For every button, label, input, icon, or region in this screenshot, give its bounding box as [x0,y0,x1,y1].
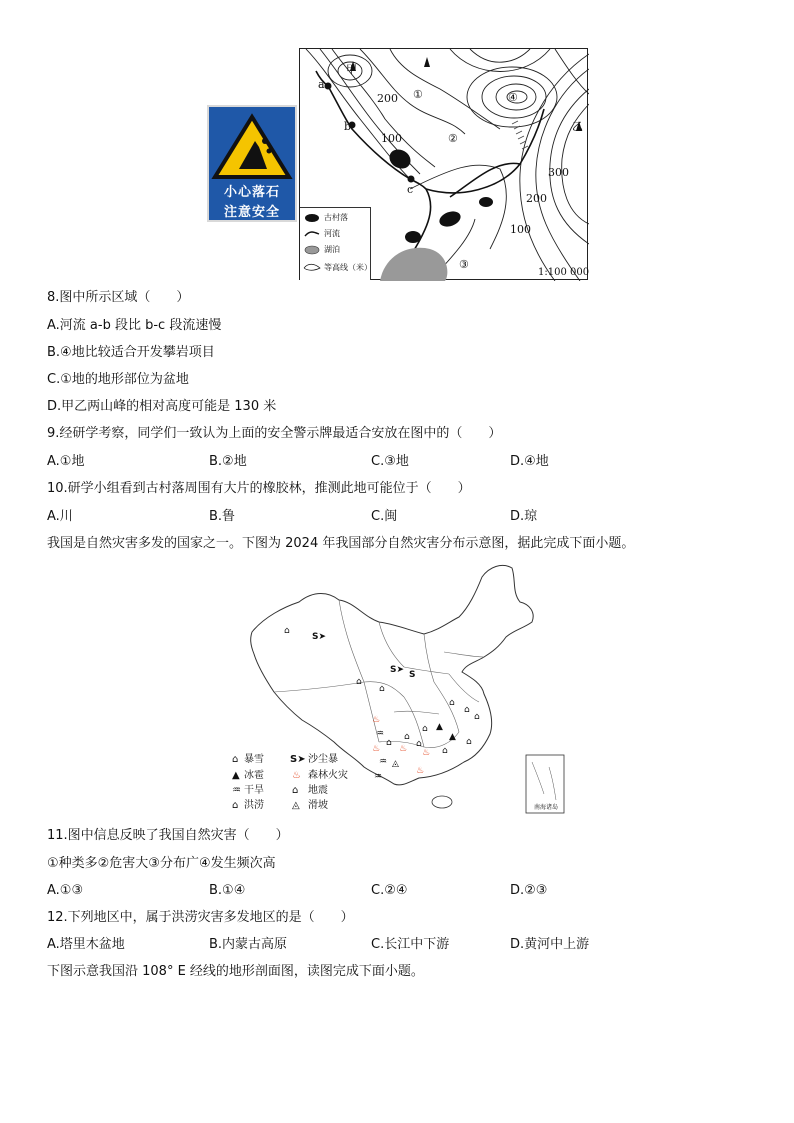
hail-icon: ▲ [436,722,443,732]
forest-fire-icon: ♨ [372,744,381,754]
question-11-option-a[interactable]: A.①③ [47,883,84,898]
forest-fire-icon: ♨ [399,744,408,754]
legend-lake: 湖泊 [324,245,340,254]
hail-icon: ▲ [449,732,456,742]
blizzard-icon: ⌂ [284,626,290,636]
disaster-distribution-map [232,562,574,817]
question-8-option-a[interactable]: A.河流 a-b 段比 b-c 段流速慢 [47,318,222,333]
question-12-option-c[interactable]: C.长江中下游 [371,937,450,952]
hail-icon: ▲ [232,770,240,781]
area-four-label: ④ [508,91,518,104]
sandstorm-icon: S➤ [290,754,306,765]
landslide-icon: ◬ [392,759,399,769]
inset-label: 南海诸岛 [534,804,559,811]
question-8-option-d[interactable]: D.甲乙两山峰的相对高度可能是 130 米 [47,399,277,414]
intro-question-13: 下图示意我国沿 108° E 经线的地形剖面图，读图完成下面小题。 [47,964,424,979]
contour-map-legend [300,207,371,280]
contour-map [299,48,588,280]
earthquake-icon: ⌂ [356,677,362,687]
question-10-stem: 10.研学小组看到古村落周围有大片的橡胶林，推测此地可能位于（ ） [47,481,471,496]
legend-village: 古村落 [324,213,348,222]
question-10-option-d[interactable]: D.琼 [510,509,538,524]
drought-icon: ♒ [374,772,383,782]
legend-drought: 干旱 [244,785,264,796]
point-c-label: c [407,183,414,196]
flood-icon: ⌂ [442,746,448,756]
area-three-label: ③ [459,258,469,271]
legend-earthquake: 地震 [308,785,328,796]
question-12-option-b[interactable]: B.内蒙古高原 [209,937,288,952]
contour-label: 100 [510,223,531,236]
flood-icon: ⌂ [232,800,239,811]
forest-fire-icon: ♨ [292,770,301,781]
question-9-option-c[interactable]: C.③地 [371,454,409,469]
blizzard-icon: ⌂ [474,712,480,722]
drought-icon: ♒ [376,729,385,739]
legend-sandstorm: 沙尘暴 [308,754,338,765]
blizzard-icon: ⌂ [466,737,472,747]
contour-label: 200 [526,192,547,205]
blizzard-icon: ⌂ [449,698,455,708]
question-8-option-c[interactable]: C.①地的地形部位为盆地 [47,372,189,387]
question-8-option-b[interactable]: B.④地比较适合开发攀岩项目 [47,345,215,360]
question-12-stem: 12.下列地区中，属于洪涝灾害多发地区的是（ ） [47,910,354,925]
legend-symbols [300,208,324,280]
sandstorm-icon: S➤ [312,632,327,642]
intro-questions-11-12: 我国是自然灾害多发的国家之一。下图为 2024 年我国部分自然灾害分布示意图，据此完成下面小题。 [47,536,635,551]
earthquake-icon: ⌂ [379,684,385,694]
question-9-option-a[interactable]: A.①地 [47,454,85,469]
legend-hail: 冰雹 [244,770,264,781]
point-a-label: a [318,78,325,91]
sandstorm-icon: S➤ [390,665,405,675]
area-one-label: ① [413,88,423,101]
question-10-option-c[interactable]: C.闽 [371,509,398,524]
sign-line-2: 注意安全 [223,205,280,220]
flood-icon: ⌂ [404,732,410,742]
question-11-option-d[interactable]: D.②③ [510,883,548,898]
earthquake-icon: ⌂ [416,739,422,749]
question-12-option-d[interactable]: D.黄河中上游 [510,937,590,952]
falling-rocks-warning-sign [207,105,297,222]
sandstorm-icon: S [409,670,416,680]
contour-label: 100 [381,132,402,145]
drought-icon: ♒ [232,785,241,796]
question-11-stem: 11.图中信息反映了我国自然灾害（ ） [47,828,289,843]
legend-blizzard: 暴雪 [244,754,264,765]
blizzard-icon: ⌂ [232,754,239,765]
forest-fire-icon: ♨ [372,715,381,725]
question-10-option-b[interactable]: B.鲁 [209,509,236,524]
question-9-stem: 9.经研学考察，同学们一致认为上面的安全警示牌最适合安放在图中的（ ） [47,426,502,441]
area-two-label: ② [448,132,458,145]
legend-river: 河流 [324,229,340,238]
legend-contour: 等高线（米） [324,263,372,272]
forest-fire-icon: ♨ [416,766,425,776]
question-8-stem: 8.图中所示区域（ ） [47,290,190,305]
question-9-option-b[interactable]: B.②地 [209,454,247,469]
peak-yi-label: 乙 [572,120,583,133]
question-10-option-a[interactable]: A.川 [47,509,73,524]
blizzard-icon: ⌂ [422,724,428,734]
legend-flood: 洪涝 [244,800,264,811]
flood-icon: ⌂ [464,705,470,715]
point-b-label: b [344,120,352,133]
forest-fire-icon: ♨ [422,748,431,758]
legend-landslide: 滑坡 [308,800,328,811]
landslide-icon: ◬ [292,800,300,811]
question-12-option-a[interactable]: A.塔里木盆地 [47,937,125,952]
question-11-option-c[interactable]: C.②④ [371,883,408,898]
contour-label: 200 [377,92,398,105]
falling-rocks-icon [209,111,295,181]
blizzard-icon: ⌂ [386,738,392,748]
legend-forest-fire: 森林火灾 [308,770,348,781]
question-11-items: ①种类多②危害大③分布广④发生频次高 [47,856,276,871]
question-9-option-d[interactable]: D.④地 [510,454,549,469]
earthquake-icon: ⌂ [292,785,299,796]
map-scale: 1:100 000 [538,267,590,278]
question-11-option-b[interactable]: B.①④ [209,883,246,898]
sign-line-1: 小心落石 [223,185,280,200]
contour-label: 300 [548,166,569,179]
drought-icon: ♒ [379,757,388,767]
peak-jia-label: 甲 [346,63,357,76]
